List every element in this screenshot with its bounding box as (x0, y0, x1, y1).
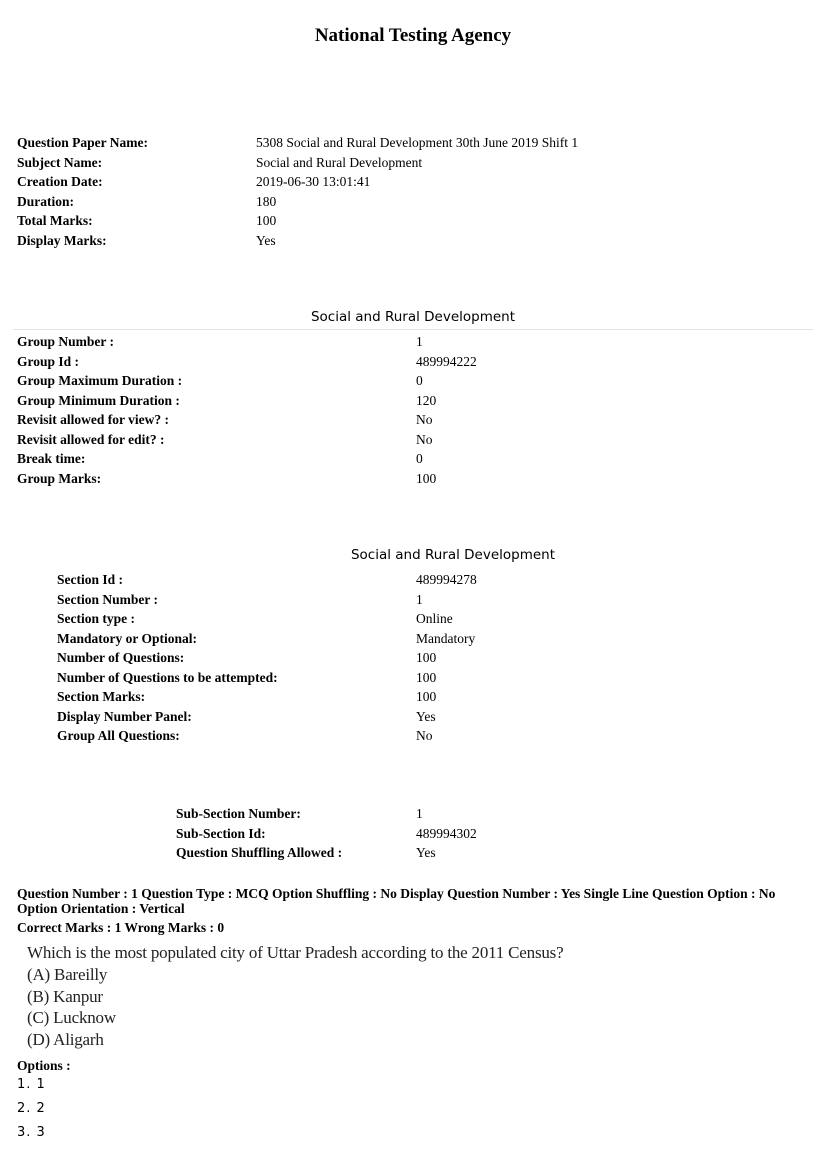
option-item: 2. 2 (17, 1101, 46, 1116)
group-info-label: Group Number : (17, 334, 115, 349)
group-info-label: Group Id : (17, 353, 80, 369)
group-info-value: No (416, 412, 433, 427)
paper-info-label: Creation Date: (17, 174, 103, 189)
question-text: Which is the most populated city of Uttar Pradesh according to the 2011 Census? (27, 943, 564, 962)
section-info-label: Number of Questions: (57, 650, 185, 665)
section-info-value: 100 (416, 650, 437, 665)
question-meta: Question Number : 1 Question Type : MCQ Option Shuffling : No Display Question Number : Yes Single Line Question Option : No Option Orientation : Vertical (17, 886, 776, 916)
choice-item: (C) Lucknow (27, 1008, 116, 1027)
paper-info-value: 5308 Social and Rural Development 30th June 2019 Shift 1 (256, 135, 579, 150)
paper-info-value: Yes (256, 232, 276, 248)
choice-item: (D) Aligarh (27, 1029, 104, 1049)
group-info-value: 120 (416, 392, 437, 408)
group-info-label: Group Maximum Duration : (17, 373, 183, 388)
group-info-label: Revisit allowed for view? : (17, 412, 169, 427)
section-info-label: Section Id : (57, 572, 124, 587)
paper-info-value: 100 (256, 213, 277, 228)
section-info-value: 100 (416, 669, 437, 685)
group-info-label: Break time: (17, 451, 86, 466)
section-title: Social and Rural Development (350, 547, 556, 563)
subsection-info-label: Question Shuffling Allowed : (176, 845, 343, 860)
paper-info-label: Total Marks: (17, 213, 93, 228)
group-info-label: Group Minimum Duration : (17, 392, 180, 408)
section-info-value: 100 (416, 689, 437, 704)
options-label: Options : (17, 1058, 71, 1073)
section-info-label: Display Number Panel: (57, 708, 192, 724)
group-info-label: Group Marks: (17, 470, 102, 486)
subsection-info-value: 1 (416, 806, 423, 821)
section-info-label: Section Marks: (57, 689, 146, 704)
choice-item: (A) Bareilly (27, 965, 108, 984)
section-info-label: Group All Questions: (57, 728, 180, 743)
section-info-value: 489994278 (416, 572, 477, 587)
group-info-value: 100 (416, 470, 437, 486)
section-info-label: Section type : (57, 611, 135, 626)
section-info-label: Mandatory or Optional: (57, 630, 198, 646)
group-info-value: 0 (416, 373, 423, 388)
section-info-value: Mandatory (416, 630, 476, 646)
group-divider (13, 329, 813, 330)
paper-info-value: Social and Rural Development (256, 154, 423, 170)
subsection-info-label: Sub-Section Id: (176, 825, 266, 841)
paper-info-label: Subject Name: (17, 154, 103, 170)
subsection-info-value: 489994302 (416, 825, 477, 841)
paper-info-label: Display Marks: (17, 232, 107, 248)
section-info-value: Online (416, 611, 453, 626)
section-info-value: Yes (416, 708, 436, 724)
question-marks: Correct Marks : 1 Wrong Marks : 0 (17, 920, 225, 935)
group-info-value: 0 (416, 451, 423, 466)
section-info-label: Section Number : (57, 591, 158, 607)
group-info-value: No (416, 431, 433, 447)
choice-item: (B) Kanpur (27, 986, 103, 1006)
group-info-value: 1 (416, 334, 423, 349)
section-info-value: 1 (416, 591, 423, 607)
subsection-info-label: Sub-Section Number: (176, 806, 301, 821)
group-title: Social and Rural Development (310, 309, 516, 325)
page-title: National Testing Agency (314, 25, 512, 46)
paper-info-value: 2019-06-30 13:01:41 (256, 174, 371, 189)
group-info-value: 489994222 (416, 353, 477, 369)
paper-info-label: Question Paper Name: (17, 135, 148, 150)
option-item: 1. 1 (17, 1077, 46, 1092)
section-info-value: No (416, 728, 433, 743)
paper-info-value: 180 (256, 193, 277, 209)
subsection-info-value: Yes (416, 845, 436, 860)
paper-info-label: Duration: (17, 193, 74, 209)
option-item: 3. 3 (17, 1125, 46, 1140)
section-info-label: Number of Questions to be attempted: (57, 669, 278, 685)
group-info-label: Revisit allowed for edit? : (17, 431, 165, 447)
